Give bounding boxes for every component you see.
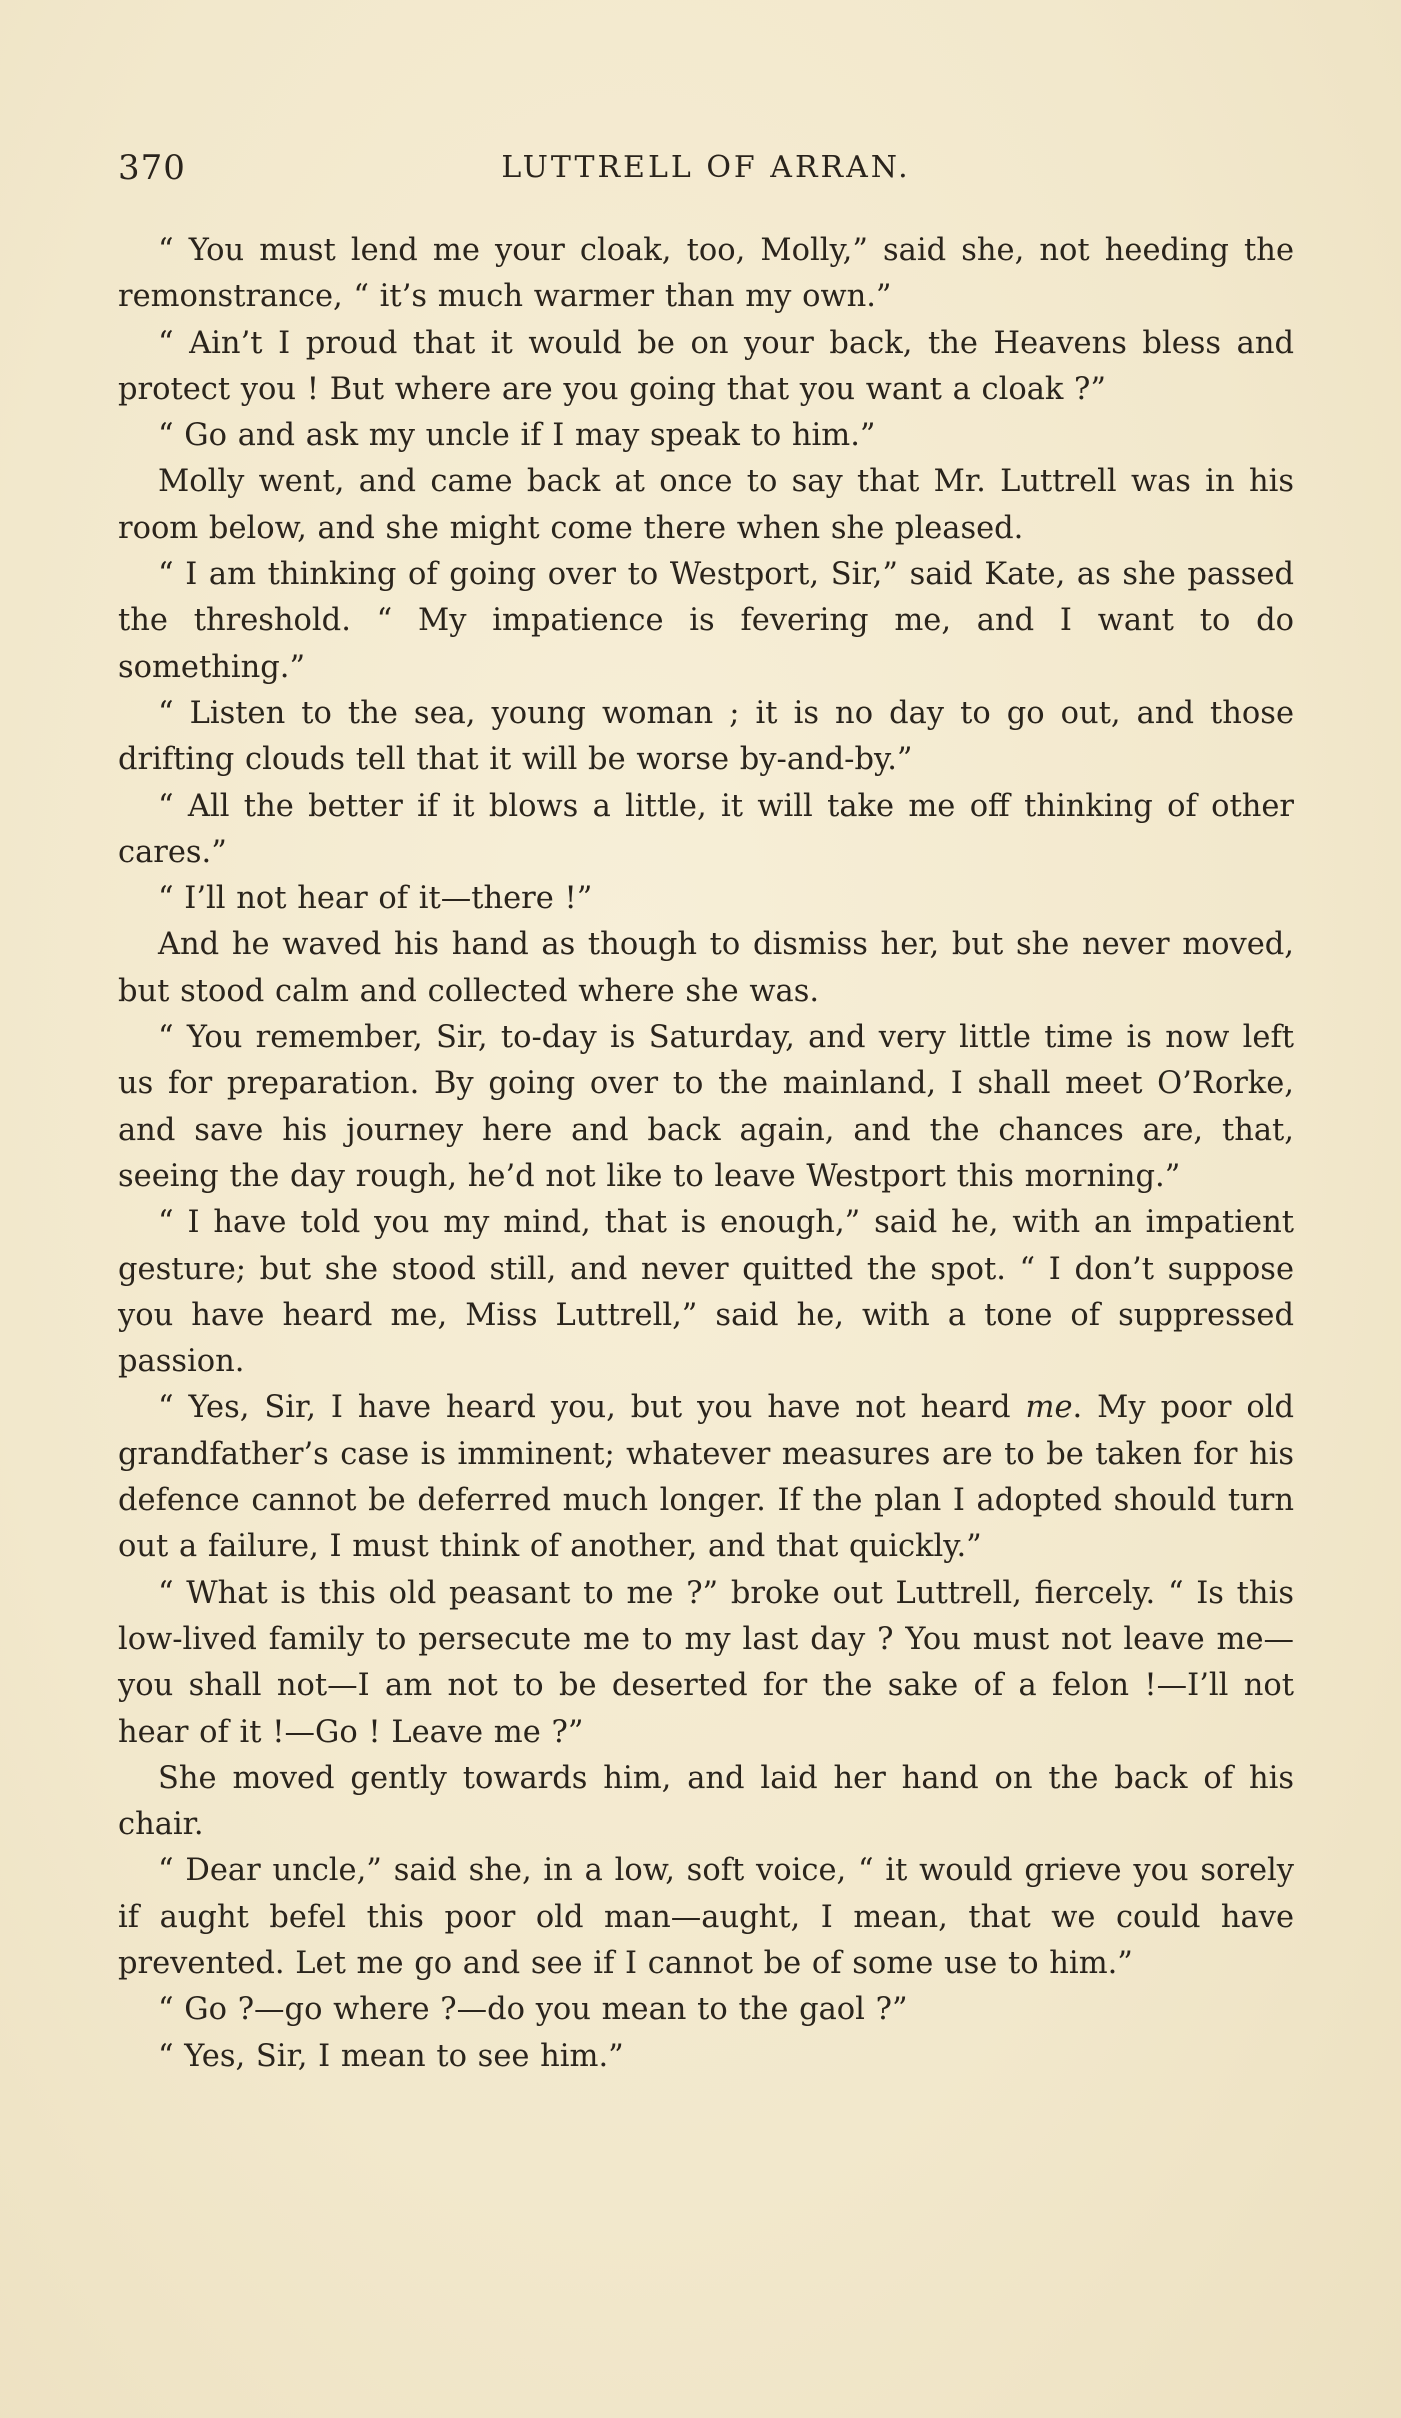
paragraph: “ I am thinking of going over to Westport, Sir,” said Kate, as she passed the threshold. “ My impatience is fevering me, and I want to do something.”	[118, 557, 1294, 685]
paragraph: “ I have told you my mind, that is enough,” said he, with an impatient gesture; but she stood still, and never quitted the spot. “ I don’t suppose you have heard me, Miss Luttrell,” said he, with a tone of suppressed passion.	[118, 1205, 1294, 1380]
paragraph: “ What is this old peasant to me ?” broke out Luttrell, fiercely. “ Is this low-lived family to persecute me to my last day ? You must not leave me—you shall not—I am not to be deserted for the sake of a felon !—I’ll not hear of it !—Go ! Leave me ?”	[118, 1575, 1294, 1750]
paragraph: “ All the better if it blows a little, it will take me off thinking of other cares.”	[118, 788, 1294, 870]
paragraph: “ I’ll not hear of it—there !”	[158, 881, 593, 917]
paragraph: “ Go and ask my uncle if I may speak to him.”	[158, 418, 876, 454]
paragraph-text-before: “ Yes, Sir, I have heard you, but you have not heard	[158, 1390, 1026, 1426]
running-head: LUTTRELL OF ARRAN.	[501, 150, 911, 185]
paragraph: Molly went, and came back at once to say that Mr. Luttrell was in his room below, and she might come there when she pleased.	[118, 464, 1294, 546]
emphasis-text: me	[1025, 1390, 1073, 1426]
body-text	[118, 228, 1294, 2080]
paragraph: “ You must lend me your cloak, too, Molly,” said she, not heeding the remonstrance, “ it’s much warmer than my own.”	[118, 233, 1294, 315]
paragraph: “ You remember, Sir, to-day is Saturday, and very little time is now left us for preparation. By going over to the mainland, I shall meet O’Rorke, and save his journey here and back again, and the chances are, that, seeing the day rough, he’d not like to leave Westport this morning.”	[118, 1020, 1294, 1194]
page-number: 370	[118, 148, 186, 188]
page-header	[118, 148, 1294, 198]
paragraph: And he waved his hand as though to dismiss her, but she never moved, but stood calm and collected where she was.	[118, 927, 1294, 1009]
paragraph-text-after: . My poor old grandfather’s case is imminent; whatever measures are to be taken for his defence cannot be deferred much longer. If the plan I adopted should turn out a failure, I must think of another, and that quickly.”	[118, 1390, 1294, 1565]
paragraph: “ Ain’t I proud that it would be on your back, the Heavens bless and protect you ! But where are you going that you want a cloak ?”	[118, 325, 1294, 407]
paragraph: “ Dear uncle,” said she, in a low, soft voice, “ it would grieve you sorely if aught befel this poor old man—aught, I mean, that we could have prevented. Let me go and see if I cannot be of some use to him.”	[118, 1853, 1294, 1981]
paragraph: “ Yes, Sir, I mean to see him.”	[158, 2038, 624, 2074]
paragraph: She moved gently towards him, and laid her hand on the back of his chair.	[118, 1760, 1294, 1843]
paragraph	[118, 1385, 1294, 1570]
paragraph: “ Listen to the sea, young woman ; it is no day to go out, and those drifting clouds tell that it will be worse by-and-by.”	[118, 695, 1294, 778]
paragraph: “ Go ?—go where ?—do you mean to the gaol ?”	[158, 1992, 908, 2028]
